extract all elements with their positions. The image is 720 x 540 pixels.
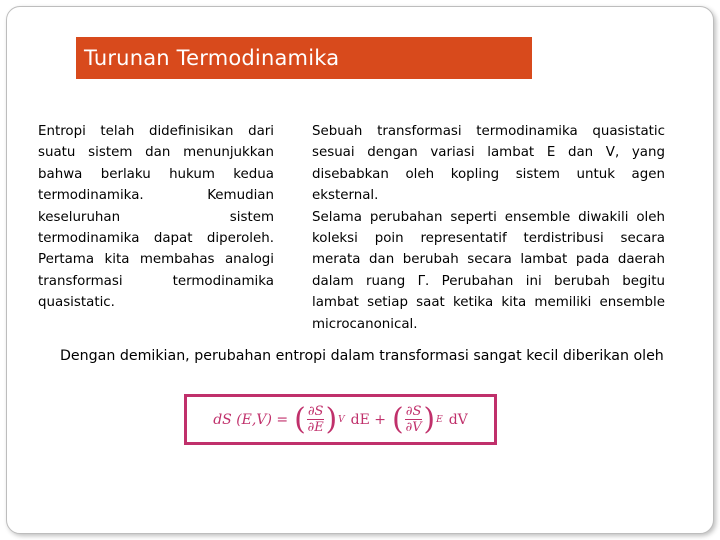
fraction-denominator: ∂E xyxy=(307,420,324,435)
subscript-V: V xyxy=(338,414,345,425)
fraction-numerator-2: ∂S xyxy=(405,404,422,419)
subscript-E: E xyxy=(436,414,443,425)
entropy-equation xyxy=(187,397,494,442)
right-paragraph-1: Sebuah transformasi termodinamika quasistatic sesuai dengan variasi lambat E dan V, yang disebabkan oleh kopling sistem untuk agen eksternal. xyxy=(312,124,665,204)
close-paren-1: ) xyxy=(325,401,338,437)
open-paren-1: ( xyxy=(294,401,306,437)
slide-title: Turunan Termodinamika xyxy=(84,46,340,70)
fraction-numerator: ∂S xyxy=(307,404,324,419)
equation-lhs: dS (E,V) = xyxy=(213,411,289,428)
right-paragraph-2: Selama perubahan seperti ensemble diwakili oleh koleksi poin representatif terdistribusi secara merata dan berubah secara lambat pada daerah dalam ruang Γ. Perubahan ini berubah begitu lambat setiap saat ketika kita memiliki ensemble microcanonical. xyxy=(312,209,665,332)
title-bar xyxy=(76,37,532,79)
fraction-dS-dV xyxy=(405,404,423,435)
open-paren-2: ( xyxy=(392,401,404,437)
dV-term: dV xyxy=(448,411,468,428)
equation-box xyxy=(184,394,497,445)
fraction-dS-dE xyxy=(307,404,325,435)
dE-term: dE + xyxy=(350,411,387,428)
left-paragraph: Entropi telah didefinisikan dari suatu sistem dan menunjukkan bahwa berlaku hukum kedua termodinamika. Kemudian keseluruhan sistem termodinamika dapat diperoleh. Pertama kita membahas analogi transformasi termodinamika quasistatic. xyxy=(38,124,274,311)
right-text-column xyxy=(312,121,665,335)
bottom-sentence: Dengan demikian, perubahan entropi dalam transformasi sangat kecil diberikan oleh xyxy=(60,348,664,364)
close-paren-2: ) xyxy=(423,401,436,437)
fraction-denominator-2: ∂V xyxy=(405,420,422,435)
left-text-column xyxy=(38,121,274,314)
